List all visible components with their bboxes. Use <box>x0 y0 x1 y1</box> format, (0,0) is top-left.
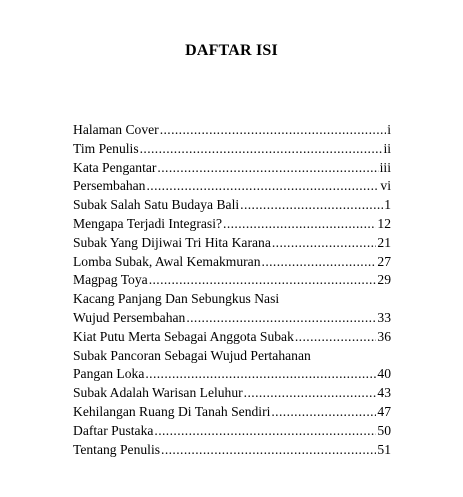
dot-leader <box>223 215 376 234</box>
toc-entry-label: Tentang Penulis <box>73 441 161 457</box>
toc-entry <box>73 121 391 140</box>
toc-entry <box>73 441 391 460</box>
toc-entry-page: 47 <box>377 403 391 419</box>
toc-entry <box>73 347 391 385</box>
toc-entry <box>73 196 391 215</box>
toc-entry <box>73 384 391 403</box>
toc-entry-label-line1: Subak Pancoran Sebagai Wujud Pertahanan <box>73 347 311 363</box>
toc-entry-page: 21 <box>377 234 391 250</box>
toc-entry-page: 40 <box>377 366 391 382</box>
toc-entry <box>73 422 391 441</box>
toc-entry-page: 12 <box>377 215 391 231</box>
dot-leader <box>161 441 376 460</box>
dot-leader <box>146 177 379 196</box>
toc-entry-page: ii <box>383 140 391 156</box>
dot-leader <box>154 422 376 441</box>
toc-entry-label: Kata Pengantar <box>73 159 157 175</box>
dot-leader <box>157 159 378 178</box>
toc-entry-label: Subak Yang Dijiwai Tri Hita Karana <box>73 234 271 250</box>
toc-entry-label: Halaman Cover <box>73 122 159 137</box>
toc-entry-page: 36 <box>377 328 391 344</box>
toc-entry-label: Kiat Putu Merta Sebagai Anggota Subak <box>73 328 294 344</box>
toc-entry-label-line2: Wujud Persembahan <box>73 309 186 325</box>
toc-entry <box>73 403 391 422</box>
toc-entry-label: Kehilangan Ruang Di Tanah Sendiri <box>73 403 271 419</box>
toc-entry-label-line2: Pangan Loka <box>73 366 145 382</box>
dot-leader <box>262 253 377 272</box>
toc-entry <box>73 177 391 196</box>
toc-entry-label: Daftar Pustaka <box>73 422 154 438</box>
toc-entry-page: 29 <box>377 272 391 288</box>
toc-entry <box>73 271 391 290</box>
toc-entry-label: Subak Salah Satu Budaya Bali <box>73 197 240 213</box>
toc-entry-page: 43 <box>377 385 391 401</box>
dot-leader <box>160 121 387 140</box>
dot-leader <box>272 234 377 253</box>
toc-entry-label: Lomba Subak, Awal Kemakmuran <box>73 253 261 269</box>
toc-entry-page: 33 <box>377 309 391 325</box>
toc-entry-label: Mengapa Terjadi Integrasi? <box>73 215 223 231</box>
dot-leader <box>186 309 376 328</box>
dot-leader <box>271 403 376 422</box>
toc-entry <box>73 140 391 159</box>
toc-entry <box>73 253 391 272</box>
dot-leader <box>244 384 377 403</box>
toc-entry-label: Tim Penulis <box>73 140 139 156</box>
toc-entry-page: 50 <box>377 422 391 438</box>
toc-entry <box>73 328 391 347</box>
toc-entry <box>73 290 391 328</box>
toc-entry-page: 1 <box>384 197 391 213</box>
toc-entry-page: 27 <box>377 253 391 269</box>
toc-entry-label-line1: Kacang Panjang Dan Sebungkus Nasi <box>73 291 280 307</box>
toc-entry-page: i <box>387 122 391 137</box>
toc-entry <box>73 215 391 234</box>
dot-leader <box>295 328 377 347</box>
table-of-contents <box>73 121 391 459</box>
toc-entry-label: Magpag Toya <box>73 272 148 288</box>
toc-entry <box>73 159 391 178</box>
toc-entry-page: iii <box>379 159 391 175</box>
dot-leader <box>149 271 377 290</box>
toc-entry-page: vi <box>380 178 391 194</box>
page-title: DAFTAR ISI <box>185 42 278 59</box>
toc-entry-label: Subak Adalah Warisan Leluhur <box>73 385 243 401</box>
dot-leader <box>240 196 383 215</box>
dot-leader <box>140 140 383 159</box>
toc-entry <box>73 234 391 253</box>
toc-entry-page: 51 <box>377 441 391 457</box>
toc-entry-label: Persembahan <box>73 178 146 194</box>
dot-leader <box>145 365 376 384</box>
